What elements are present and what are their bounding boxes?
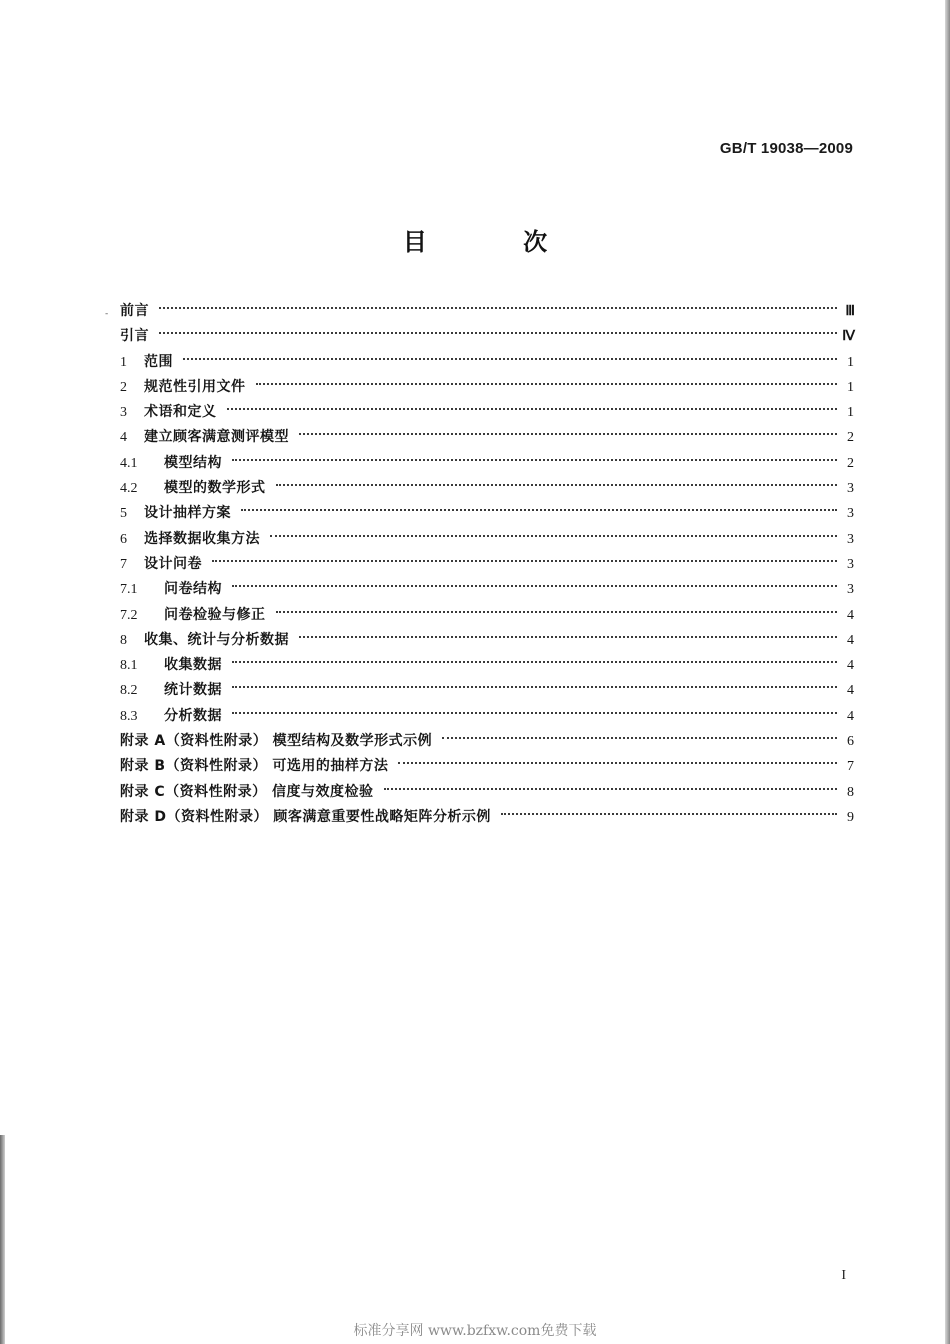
watermark: 标准分享网 www.bzfxw.com免费下载 <box>353 1323 597 1339</box>
toc-entry-number: 8.1 <box>120 658 138 674</box>
toc-entry-number: 3 <box>120 405 127 421</box>
toc-dot-leader <box>183 358 837 360</box>
toc-entry-page: 1 <box>847 379 854 395</box>
toc-entry-page: 4 <box>847 607 854 623</box>
toc-entry <box>120 324 854 349</box>
toc-entry-label: 收集数据 <box>164 657 222 674</box>
toc-entry-label: 附录 A（资料性附录） 模型结构及数学形式示例 <box>120 733 433 750</box>
toc-entry-label: 收集、统计与分析数据 <box>144 631 289 648</box>
toc-entry <box>120 577 854 602</box>
toc-entry-label: 模型结构 <box>164 454 222 471</box>
toc-entry-label: 分析数据 <box>164 707 222 724</box>
toc-entry <box>120 653 854 678</box>
scan-edge-right <box>945 0 950 1344</box>
toc-entry <box>120 552 854 577</box>
toc-entry-page: 2 <box>847 455 854 471</box>
toc-entry <box>120 299 854 324</box>
stray-mark: - <box>105 309 109 319</box>
toc-entry-label: 设计抽样方案 <box>144 505 231 522</box>
toc-entry-label: 术语和定义 <box>144 404 217 421</box>
toc-dot-leader <box>276 611 838 613</box>
toc-dot-leader <box>501 813 837 815</box>
toc-dot-leader <box>241 509 837 511</box>
toc-entry-number: 4 <box>120 430 127 446</box>
toc-entry-page: 7 <box>847 759 854 775</box>
toc-dot-leader <box>212 560 837 562</box>
toc-entry-label: 附录 D（资料性附录） 顾客满意重要性战略矩阵分析示例 <box>120 808 491 825</box>
toc-dot-leader <box>232 585 837 587</box>
toc-dot-leader <box>270 535 837 537</box>
toc-entry-page: 4 <box>847 632 854 648</box>
page-folio: I <box>841 1268 846 1283</box>
toc-entry <box>120 704 854 729</box>
toc-entry-number: 7.1 <box>120 582 138 598</box>
toc-entry-label: 范围 <box>144 353 173 370</box>
toc-entry-page: 3 <box>847 556 854 572</box>
toc-dot-leader <box>384 788 837 790</box>
toc-entry-label: 问卷结构 <box>164 581 222 598</box>
toc-entry <box>120 476 854 501</box>
toc-entry <box>120 678 854 703</box>
toc-entry <box>120 501 854 526</box>
toc-entry-page: 9 <box>847 809 854 825</box>
toc-dot-leader <box>159 332 837 334</box>
table-of-contents <box>120 299 854 830</box>
toc-entry-page: 4 <box>847 708 854 724</box>
toc-entry-label: 模型的数学形式 <box>164 480 266 497</box>
toc-entry-number: 1 <box>120 354 127 370</box>
toc-entry-number: 6 <box>120 531 127 547</box>
toc-entry-label: 设计问卷 <box>144 555 202 572</box>
toc-entry <box>120 729 854 754</box>
toc-entry-number: 2 <box>120 379 127 395</box>
toc-entry-number: 5 <box>120 506 127 522</box>
toc-dot-leader <box>256 383 838 385</box>
toc-entry-number: 7 <box>120 556 127 572</box>
toc-dot-leader <box>232 686 837 688</box>
toc-entry-number: 4.2 <box>120 481 138 497</box>
toc-title: 目 次 <box>402 228 592 256</box>
toc-entry-number: 8 <box>120 632 127 648</box>
toc-entry <box>120 527 854 552</box>
toc-entry-number: 8.3 <box>120 708 138 724</box>
toc-dot-leader <box>232 661 837 663</box>
toc-entry <box>120 425 854 450</box>
toc-entry-label: 统计数据 <box>164 682 222 699</box>
toc-dot-leader <box>398 762 837 764</box>
toc-entry-label: 规范性引用文件 <box>144 378 246 395</box>
toc-entry-page: 1 <box>847 405 854 421</box>
toc-entry-number: 8.2 <box>120 683 138 699</box>
toc-entry-page: 2 <box>847 430 854 446</box>
toc-entry-label: 附录 C（资料性附录） 信度与效度检验 <box>120 783 374 800</box>
toc-entry <box>120 603 854 628</box>
toc-entry-page: Ⅳ <box>842 329 854 345</box>
toc-entry <box>120 780 854 805</box>
toc-entry-page: 3 <box>847 506 854 522</box>
toc-entry-page: 4 <box>847 683 854 699</box>
toc-dot-leader <box>232 459 837 461</box>
toc-entry-label: 选择数据收集方法 <box>144 530 260 547</box>
toc-dot-leader <box>299 433 837 435</box>
toc-dot-leader <box>442 737 837 739</box>
toc-entry-page: Ⅲ <box>845 304 854 319</box>
toc-entry-label: 前言 <box>120 303 149 319</box>
toc-entry <box>120 451 854 476</box>
toc-entry-page: 3 <box>847 531 854 547</box>
toc-entry-page: 3 <box>847 582 854 598</box>
toc-entry <box>120 754 854 779</box>
toc-entry <box>120 375 854 400</box>
toc-entry-number: 4.1 <box>120 455 138 471</box>
toc-entry-page: 3 <box>847 481 854 497</box>
toc-entry <box>120 400 854 425</box>
toc-entry-label: 建立顾客满意测评模型 <box>144 429 289 446</box>
scan-edge-left <box>0 1135 5 1344</box>
toc-entry-page: 8 <box>847 784 854 800</box>
toc-entry-label: 附录 B（资料性附录） 可选用的抽样方法 <box>120 758 389 775</box>
toc-entry-label: 问卷检验与修正 <box>164 606 266 623</box>
toc-entry-page: 6 <box>847 734 854 750</box>
toc-entry <box>120 805 854 830</box>
toc-dot-leader <box>159 307 837 309</box>
toc-dot-leader <box>232 712 837 714</box>
toc-entry-page: 4 <box>847 658 854 674</box>
toc-entry-number: 7.2 <box>120 607 138 623</box>
toc-dot-leader <box>299 636 837 638</box>
toc-entry-page: 1 <box>847 354 854 370</box>
toc-entry <box>120 350 854 375</box>
toc-dot-leader <box>276 484 838 486</box>
toc-entry <box>120 628 854 653</box>
toc-entry-label: 引言 <box>120 328 149 345</box>
toc-dot-leader <box>227 408 838 410</box>
standard-number: GB/T 19038—2009 <box>719 140 853 157</box>
